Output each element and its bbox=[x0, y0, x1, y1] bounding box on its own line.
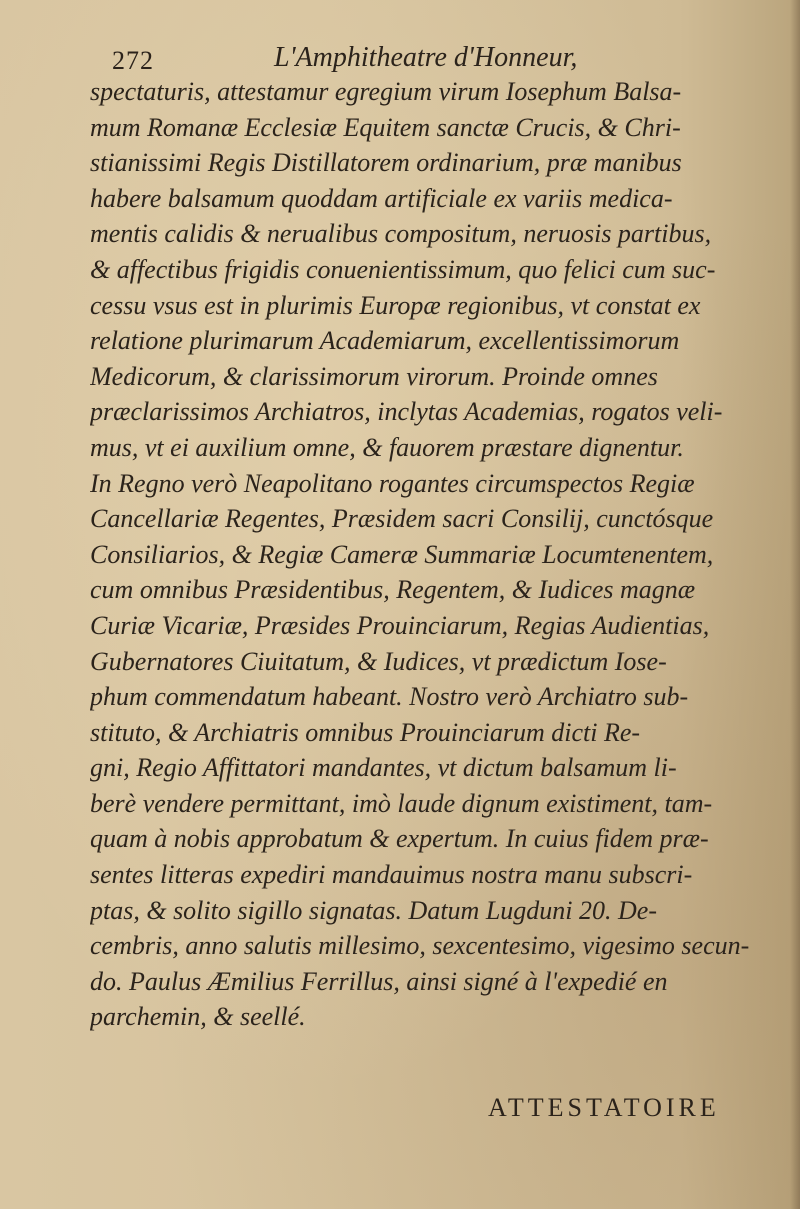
text-line: mentis calidis & nerualibus compositum, neruosis partibus, bbox=[90, 219, 712, 249]
body-text bbox=[90, 74, 770, 1035]
text-line: parchemin, & seellé. bbox=[90, 1002, 306, 1032]
text-line: stianissimi Regis Distillatorem ordinarium, præ manibus bbox=[90, 148, 682, 178]
text-line: cembris, anno salutis millesimo, sexcentesimo, vigesimo secun- bbox=[90, 931, 750, 961]
text-line: Medicorum, & clarissimorum virorum. Proinde omnes bbox=[90, 361, 658, 391]
text-line: cessu vsus est in plurimis Europæ regionibus, vt constat ex bbox=[90, 290, 701, 320]
text-line: ptas, & solito sigillo signatas. Datum Lugduni 20. De- bbox=[90, 895, 657, 925]
text-line: relatione plurimarum Academiarum, excellentissimorum bbox=[90, 326, 680, 356]
text-line: mum Romanæ Ecclesiæ Equitem sanctæ Crucis, & Chri- bbox=[90, 112, 681, 142]
text-line: stituto, & Archiatris omnibus Prouinciarum dicti Re- bbox=[90, 717, 641, 747]
text-line: Gubernatores Ciuitatum, & Iudices, vt prædictum Iose- bbox=[90, 646, 667, 676]
text-line: gni, Regio Affittatori mandantes, vt dictum balsamum li- bbox=[90, 753, 677, 783]
catchword: ATTESTATOIRE bbox=[488, 1093, 720, 1122]
text-line: berè vendere permittant, imò laude dignum existiment, tam- bbox=[90, 788, 713, 818]
text-line: præclarissimos Archiatros, inclytas Academias, rogatos veli- bbox=[90, 397, 723, 427]
page-edge-shadow bbox=[790, 0, 800, 1209]
text-line: mus, vt ei auxilium omne, & fauorem præstare dignentur. bbox=[90, 432, 684, 462]
text-line: Cancellariæ Regentes, Præsidem sacri Consilij, cunctósque bbox=[90, 504, 714, 534]
text-line: cum omnibus Præsidentibus, Regentem, & Iudices magnæ bbox=[90, 575, 696, 605]
text-line: sentes litteras expediri mandauimus nostra manu subscri- bbox=[90, 860, 693, 890]
text-line: & affectibus frigidis conuenientissimum, quo felici cum suc- bbox=[90, 254, 716, 284]
text-line: do. Paulus Æmilius Ferrillus, ainsi signé à l'expedié en bbox=[90, 966, 668, 996]
text-line: Consiliarios, & Regiæ Cameræ Summariæ Locumtenentem, bbox=[90, 539, 714, 569]
text-line: quam à nobis approbatum & expertum. In cuius fidem præ- bbox=[90, 824, 709, 854]
text-line: habere balsamum quoddam artificiale ex variis medica- bbox=[90, 183, 673, 213]
text-line: Curiæ Vicariæ, Præsides Prouinciarum, Regias Audientias, bbox=[90, 610, 710, 640]
running-title: L'Amphitheatre d'Honneur, bbox=[274, 42, 578, 73]
text-line: spectaturis, attestamur egregium virum Iosephum Balsa- bbox=[90, 77, 682, 106]
page-number: 272 bbox=[112, 46, 154, 75]
text-line: In Regno verò Neapolitano rogantes circumspectos Regiæ bbox=[90, 468, 695, 498]
text-line: phum commendatum habeant. Nostro verò Archiatro sub- bbox=[90, 682, 689, 712]
